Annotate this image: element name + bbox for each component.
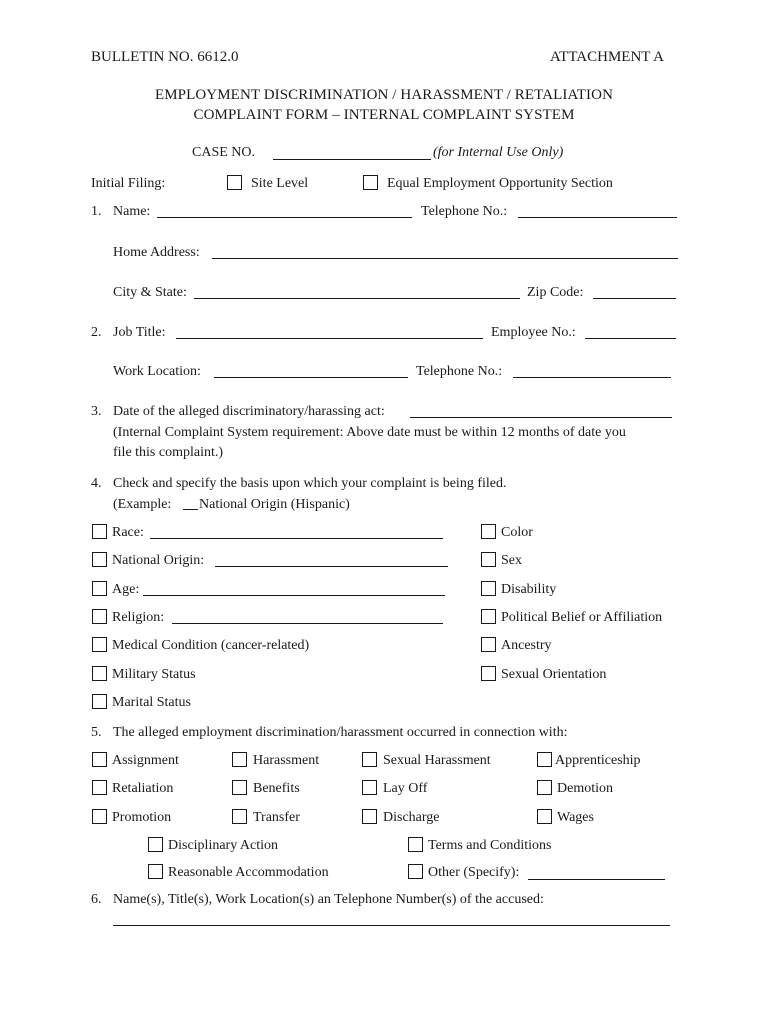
connection-instruction: The alleged employment discrimination/harassment occurred in connection with: (113, 725, 568, 740)
retaliation-label: Retaliation (112, 781, 174, 796)
city-state-field[interactable] (194, 298, 520, 299)
section-1-number: 1. (91, 204, 102, 219)
other-specify-field[interactable] (528, 879, 665, 880)
other-specify-checkbox[interactable] (408, 864, 423, 879)
age-field[interactable] (143, 595, 445, 596)
age-label: Age: (112, 582, 140, 597)
national-origin-label: National Origin: (112, 553, 205, 568)
work-telephone-label: Telephone No.: (416, 364, 503, 379)
terms-conditions-label: Terms and Conditions (428, 838, 552, 853)
work-location-label: Work Location: (113, 364, 201, 379)
lay-off-checkbox[interactable] (362, 780, 377, 795)
form-title-line1: EMPLOYMENT DISCRIMINATION / HARASSMENT / RETALIATION (154, 87, 614, 103)
promotion-label: Promotion (112, 810, 172, 825)
section-3-number: 3. (91, 404, 102, 419)
demotion-label: Demotion (557, 781, 613, 796)
date-of-act-label: Date of the alleged discriminatory/harassing act: (113, 404, 385, 419)
zip-code-label: Zip Code: (527, 285, 584, 300)
harassment-checkbox[interactable] (232, 752, 247, 767)
case-no-label: CASE NO. (192, 145, 256, 160)
apprenticeship-checkbox[interactable] (537, 752, 552, 767)
date-requirement-note: (Internal Complaint System requirement: Above date must be within 12 months of date you (113, 425, 626, 440)
eeo-section-label: Equal Employment Opportunity Section (387, 176, 613, 191)
promotion-checkbox[interactable] (92, 809, 107, 824)
religion-field[interactable] (172, 623, 443, 624)
sexual-harassment-label: Sexual Harassment (383, 753, 491, 768)
military-status-label: Military Status (112, 667, 196, 682)
discharge-label: Discharge (383, 810, 440, 825)
site-level-label: Site Level (251, 176, 309, 191)
wages-checkbox[interactable] (537, 809, 552, 824)
zip-code-field[interactable] (593, 298, 676, 299)
disciplinary-action-label: Disciplinary Action (168, 838, 279, 853)
basis-example-blank (183, 509, 198, 510)
section-5-number: 5. (91, 725, 102, 740)
military-status-checkbox[interactable] (92, 666, 107, 681)
race-label: Race: (112, 525, 144, 540)
race-field[interactable] (150, 538, 443, 539)
name-label: Name: (113, 204, 151, 219)
religion-checkbox[interactable] (92, 609, 107, 624)
accused-info-field[interactable] (113, 925, 670, 926)
ancestry-checkbox[interactable] (481, 637, 496, 652)
sexual-orientation-label: Sexual Orientation (501, 667, 607, 682)
site-level-checkbox[interactable] (227, 175, 242, 190)
employee-no-label: Employee No.: (491, 325, 576, 340)
national-origin-field[interactable] (215, 566, 448, 567)
section-2-number: 2. (91, 325, 102, 340)
wages-label: Wages (557, 810, 594, 825)
color-checkbox[interactable] (481, 524, 496, 539)
harassment-label: Harassment (253, 753, 320, 768)
section-6-number: 6. (91, 892, 102, 907)
attachment-label: ATTACHMENT A (550, 49, 664, 65)
ancestry-label: Ancestry (501, 638, 552, 653)
sexual-harassment-checkbox[interactable] (362, 752, 377, 767)
assignment-checkbox[interactable] (92, 752, 107, 767)
city-state-label: City & State: (113, 285, 187, 300)
work-telephone-field[interactable] (513, 377, 671, 378)
medical-condition-checkbox[interactable] (92, 637, 107, 652)
reasonable-accommodation-checkbox[interactable] (148, 864, 163, 879)
other-specify-label: Other (Specify): (428, 865, 520, 880)
work-location-field[interactable] (214, 377, 408, 378)
marital-status-label: Marital Status (112, 695, 191, 710)
date-of-act-field[interactable] (410, 417, 672, 418)
color-label: Color (501, 525, 533, 540)
transfer-checkbox[interactable] (232, 809, 247, 824)
race-checkbox[interactable] (92, 524, 107, 539)
discharge-checkbox[interactable] (362, 809, 377, 824)
benefits-checkbox[interactable] (232, 780, 247, 795)
form-title-line2: COMPLAINT FORM – INTERNAL COMPLAINT SYSTEM (193, 107, 575, 123)
sex-label: Sex (501, 553, 522, 568)
apprenticeship-label: Apprenticeship (555, 753, 641, 768)
job-title-field[interactable] (176, 338, 483, 339)
basis-instruction: Check and specify the basis upon which your complaint is being filed. (113, 476, 507, 491)
political-belief-label: Political Belief or Affiliation (501, 610, 663, 625)
disability-label: Disability (501, 582, 557, 597)
reasonable-accommodation-label: Reasonable Accommodation (168, 865, 329, 880)
initial-filing-label: Initial Filing: (91, 176, 166, 191)
date-requirement-note-end: file this complaint.) (113, 445, 224, 460)
case-no-note: (for Internal Use Only) (433, 145, 564, 160)
disability-checkbox[interactable] (481, 581, 496, 596)
marital-status-checkbox[interactable] (92, 694, 107, 709)
demotion-checkbox[interactable] (537, 780, 552, 795)
telephone-label: Telephone No.: (421, 204, 508, 219)
lay-off-label: Lay Off (383, 781, 428, 796)
name-field[interactable] (157, 217, 412, 218)
section-4-number: 4. (91, 476, 102, 491)
medical-condition-label: Medical Condition (cancer-related) (112, 638, 310, 653)
benefits-label: Benefits (253, 781, 300, 796)
basis-example-prefix: (Example: (113, 497, 172, 512)
accused-info-label: Name(s), Title(s), Work Location(s) an Telephone Number(s) of the accused: (113, 892, 544, 907)
terms-conditions-checkbox[interactable] (408, 837, 423, 852)
job-title-label: Job Title: (113, 325, 166, 340)
retaliation-checkbox[interactable] (92, 780, 107, 795)
assignment-label: Assignment (112, 753, 179, 768)
eeo-section-checkbox[interactable] (363, 175, 378, 190)
case-no-field[interactable] (273, 159, 431, 160)
political-belief-checkbox[interactable] (481, 609, 496, 624)
home-address-label: Home Address: (113, 245, 200, 260)
disciplinary-action-checkbox[interactable] (148, 837, 163, 852)
age-checkbox[interactable] (92, 581, 107, 596)
home-address-field[interactable] (212, 258, 678, 259)
sex-checkbox[interactable] (481, 552, 496, 567)
transfer-label: Transfer (253, 810, 300, 825)
bulletin-number: BULLETIN NO. 6612.0 (91, 49, 239, 65)
sexual-orientation-checkbox[interactable] (481, 666, 496, 681)
telephone-field[interactable] (518, 217, 677, 218)
religion-label: Religion: (112, 610, 165, 625)
employee-no-field[interactable] (585, 338, 676, 339)
national-origin-checkbox[interactable] (92, 552, 107, 567)
basis-example-text: National Origin (Hispanic) (199, 497, 350, 512)
